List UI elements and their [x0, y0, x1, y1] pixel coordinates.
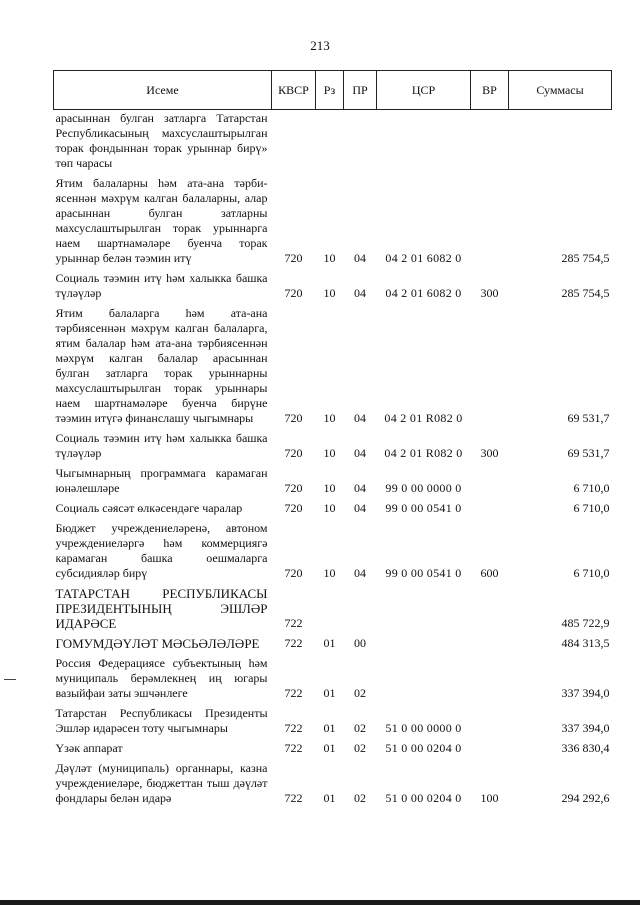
cell-pr: 04	[354, 286, 366, 300]
cell-kvsr: 720	[284, 501, 303, 515]
table-row	[54, 465, 612, 500]
cell-vr	[471, 500, 509, 520]
table-row	[54, 270, 612, 305]
cell-vr	[471, 585, 509, 635]
cell-pr	[344, 585, 377, 635]
cell-vr	[471, 740, 509, 760]
cell-kvsr: 720	[284, 286, 303, 300]
cell-amount: 69 531,7	[567, 446, 610, 460]
table-row	[54, 740, 612, 760]
cell-rz: 10	[323, 501, 336, 515]
cell-pr: 04	[354, 501, 366, 515]
cell-kvsr: 722	[284, 636, 303, 650]
cell-pr: 04	[354, 481, 366, 495]
header-rz: Рз	[316, 71, 344, 110]
cell-name: Социаль сәясәт өлкәсендәге чаралар	[55, 501, 243, 515]
cell-amount: 69 531,7	[567, 411, 610, 425]
budget-table	[53, 70, 612, 810]
table-row	[54, 760, 612, 810]
table-row	[54, 305, 612, 430]
cell-csr: 04 2 01 R082 0	[384, 411, 463, 425]
cell-kvsr: 720	[284, 411, 303, 425]
cell-vr	[471, 175, 509, 270]
cell-amount: 285 754,5	[561, 251, 610, 265]
cell-csr: 99 0 00 0000 0	[385, 481, 462, 495]
cell-amount: 6 710,0	[573, 481, 610, 495]
cell-amount: 336 830,4	[561, 741, 610, 755]
cell-pr: 04	[354, 566, 366, 580]
cell-csr: 51 0 00 0204 0	[385, 791, 462, 805]
cell-csr: 04 2 01 6082 0	[385, 251, 462, 265]
cell-pr: 02	[354, 721, 366, 735]
cell-csr: 51 0 00 0204 0	[385, 741, 462, 755]
cell-name: Ятим балаларга һәм ата-ана тәрбиясеннән мәхрүм калган балаларга, ятим балалар һәм ата-ана тәрбиясеннән мәхрүм калган балалар арасыннан булган затларга торак урыннарны махсуслаштырылган торак урыннары наем шартнамәләре буенча бирүне тәэмин итүгә финанслашу чыгымнары	[55, 306, 268, 425]
table-row	[54, 430, 612, 465]
cell-rz: 10	[323, 446, 336, 460]
cell-rz: 10	[323, 411, 336, 425]
header-amount: Суммасы	[509, 71, 612, 110]
cell-kvsr: 720	[284, 251, 303, 265]
header-name: Исеме	[54, 71, 272, 110]
cell-vr: 600	[480, 566, 499, 580]
cell-csr: 04 2 01 6082 0	[385, 286, 462, 300]
cell-pr: 02	[354, 686, 366, 700]
cell-amount: 6 710,0	[573, 566, 610, 580]
cell-kvsr: 722	[284, 741, 303, 755]
cell-name: Татарстан Республикасы Президенты Эшләр идарәсен тоту чыгымнары	[55, 706, 268, 735]
cell-csr	[377, 655, 471, 705]
cell-name: ГОМУМДӘҮЛӘТ МӘСЬӘЛӘЛӘРЕ	[55, 636, 260, 651]
cell-name: Үзәк аппарат	[55, 741, 123, 755]
table-row	[54, 520, 612, 585]
cell-amount: 285 754,5	[561, 286, 610, 300]
cell-name: Чыгымнарның программага карамаган юнәлешләре	[55, 466, 268, 495]
cell-csr	[377, 585, 471, 635]
cell-name: арасыннан булган затларга Татарстан Республикасының махсуслаштырылган торак фондыннан торак урыннар бирү» төп чарасы	[55, 111, 268, 170]
cell-name: Социаль тәэмин итү һәм халыкка башка түләүләр	[55, 271, 268, 300]
cell-kvsr: 720	[284, 481, 303, 495]
cell-vr	[471, 705, 509, 740]
table-body	[54, 110, 612, 811]
cell-vr	[471, 465, 509, 500]
cell-amount: 485 722,9	[561, 616, 610, 630]
header-kvsr: КВСР	[272, 71, 316, 110]
cell-csr: 99 0 00 0541 0	[385, 566, 462, 580]
table-row	[54, 705, 612, 740]
page-number: 213	[310, 38, 330, 53]
cell-rz: 01	[323, 721, 336, 735]
cell-amount: 337 394,0	[561, 721, 610, 735]
cell-pr: 02	[354, 791, 366, 805]
cell-kvsr: 722	[284, 616, 303, 630]
cell-csr: 51 0 00 0000 0	[385, 721, 462, 735]
cell-name: Социаль тәэмин итү һәм халыкка башка түләүләр	[55, 431, 268, 460]
cell-rz: 01	[323, 686, 336, 700]
cell-csr	[377, 110, 471, 176]
cell-kvsr: 722	[284, 791, 303, 805]
cell-rz: 10	[323, 251, 336, 265]
cell-kvsr: 720	[284, 446, 303, 460]
cell-csr	[377, 635, 471, 655]
cell-kvsr: 722	[284, 686, 303, 700]
cell-pr: 04	[354, 411, 366, 425]
header-csr: ЦСР	[377, 71, 471, 110]
cell-name: Ятим балаларны һәм ата-ана тәрби-ясеннән мәхрүм калган балаларны, алар арасыннан булган затларны махсуслаштырылган торак урыннарга наем шартнамәләре буенча торак урыннар белән тәэмин итү	[55, 176, 268, 265]
cell-amount: 294 292,6	[561, 791, 610, 805]
cell-amount: 484 313,5	[561, 636, 610, 650]
header-pr: ПР	[344, 71, 377, 110]
cell-rz: 01	[323, 636, 336, 650]
header-vr: ВР	[471, 71, 509, 110]
scan-bottom-edge	[0, 900, 640, 905]
cell-rz	[316, 110, 344, 176]
table-row	[54, 635, 612, 655]
cell-pr: 02	[354, 741, 366, 755]
cell-kvsr: 722	[284, 721, 303, 735]
table-row	[54, 175, 612, 270]
table-header-row	[54, 71, 612, 110]
table-row	[54, 500, 612, 520]
cell-vr: 300	[480, 286, 499, 300]
cell-rz: 10	[323, 286, 336, 300]
cell-kvsr	[272, 110, 316, 176]
cell-kvsr: 720	[284, 566, 303, 580]
cell-csr: 99 0 00 0541 0	[385, 501, 462, 515]
table-row	[54, 110, 612, 176]
cell-csr: 04 2 01 R082 0	[384, 446, 463, 460]
table-row	[54, 655, 612, 705]
cell-vr	[471, 305, 509, 430]
cell-rz	[316, 585, 344, 635]
cell-amount	[509, 110, 612, 176]
cell-amount: 6 710,0	[573, 501, 610, 515]
cell-name: Дәүләт (муниципаль) органнары, казна учреждениеләре, бюджеттан тыш дәүләт фондлары белән идарә	[55, 761, 268, 805]
cell-rz: 10	[323, 566, 336, 580]
cell-amount: 337 394,0	[561, 686, 610, 700]
cell-vr	[471, 110, 509, 176]
cell-pr: 04	[354, 446, 366, 460]
table-row	[54, 585, 612, 635]
cell-rz: 10	[323, 481, 336, 495]
cell-pr: 00	[354, 636, 366, 650]
cell-vr	[471, 655, 509, 705]
cell-vr: 300	[480, 446, 499, 460]
cell-vr	[471, 635, 509, 655]
cell-name: ТАТАРСТАН РЕСПУБЛИКАСЫ ПРЕЗИДЕНТЫНЫҢ ЭШЛӘР ИДАРӘСЕ	[55, 586, 268, 631]
margin-mark	[4, 679, 16, 680]
cell-rz: 01	[323, 791, 336, 805]
cell-name: Бюджет учреждениеләренә, автоном учреждениеләргә һәм коммерциягә карамаган башка оешмаларга субсидияләр бирү	[55, 521, 268, 580]
cell-pr	[344, 110, 377, 176]
cell-name: Россия Федерациясе субъектының һәм муниципаль берәмлекнең иң югары вазыйфаи заты эшчәнлеге	[55, 656, 268, 700]
cell-pr: 04	[354, 251, 366, 265]
cell-vr: 100	[480, 791, 499, 805]
cell-rz: 01	[323, 741, 336, 755]
